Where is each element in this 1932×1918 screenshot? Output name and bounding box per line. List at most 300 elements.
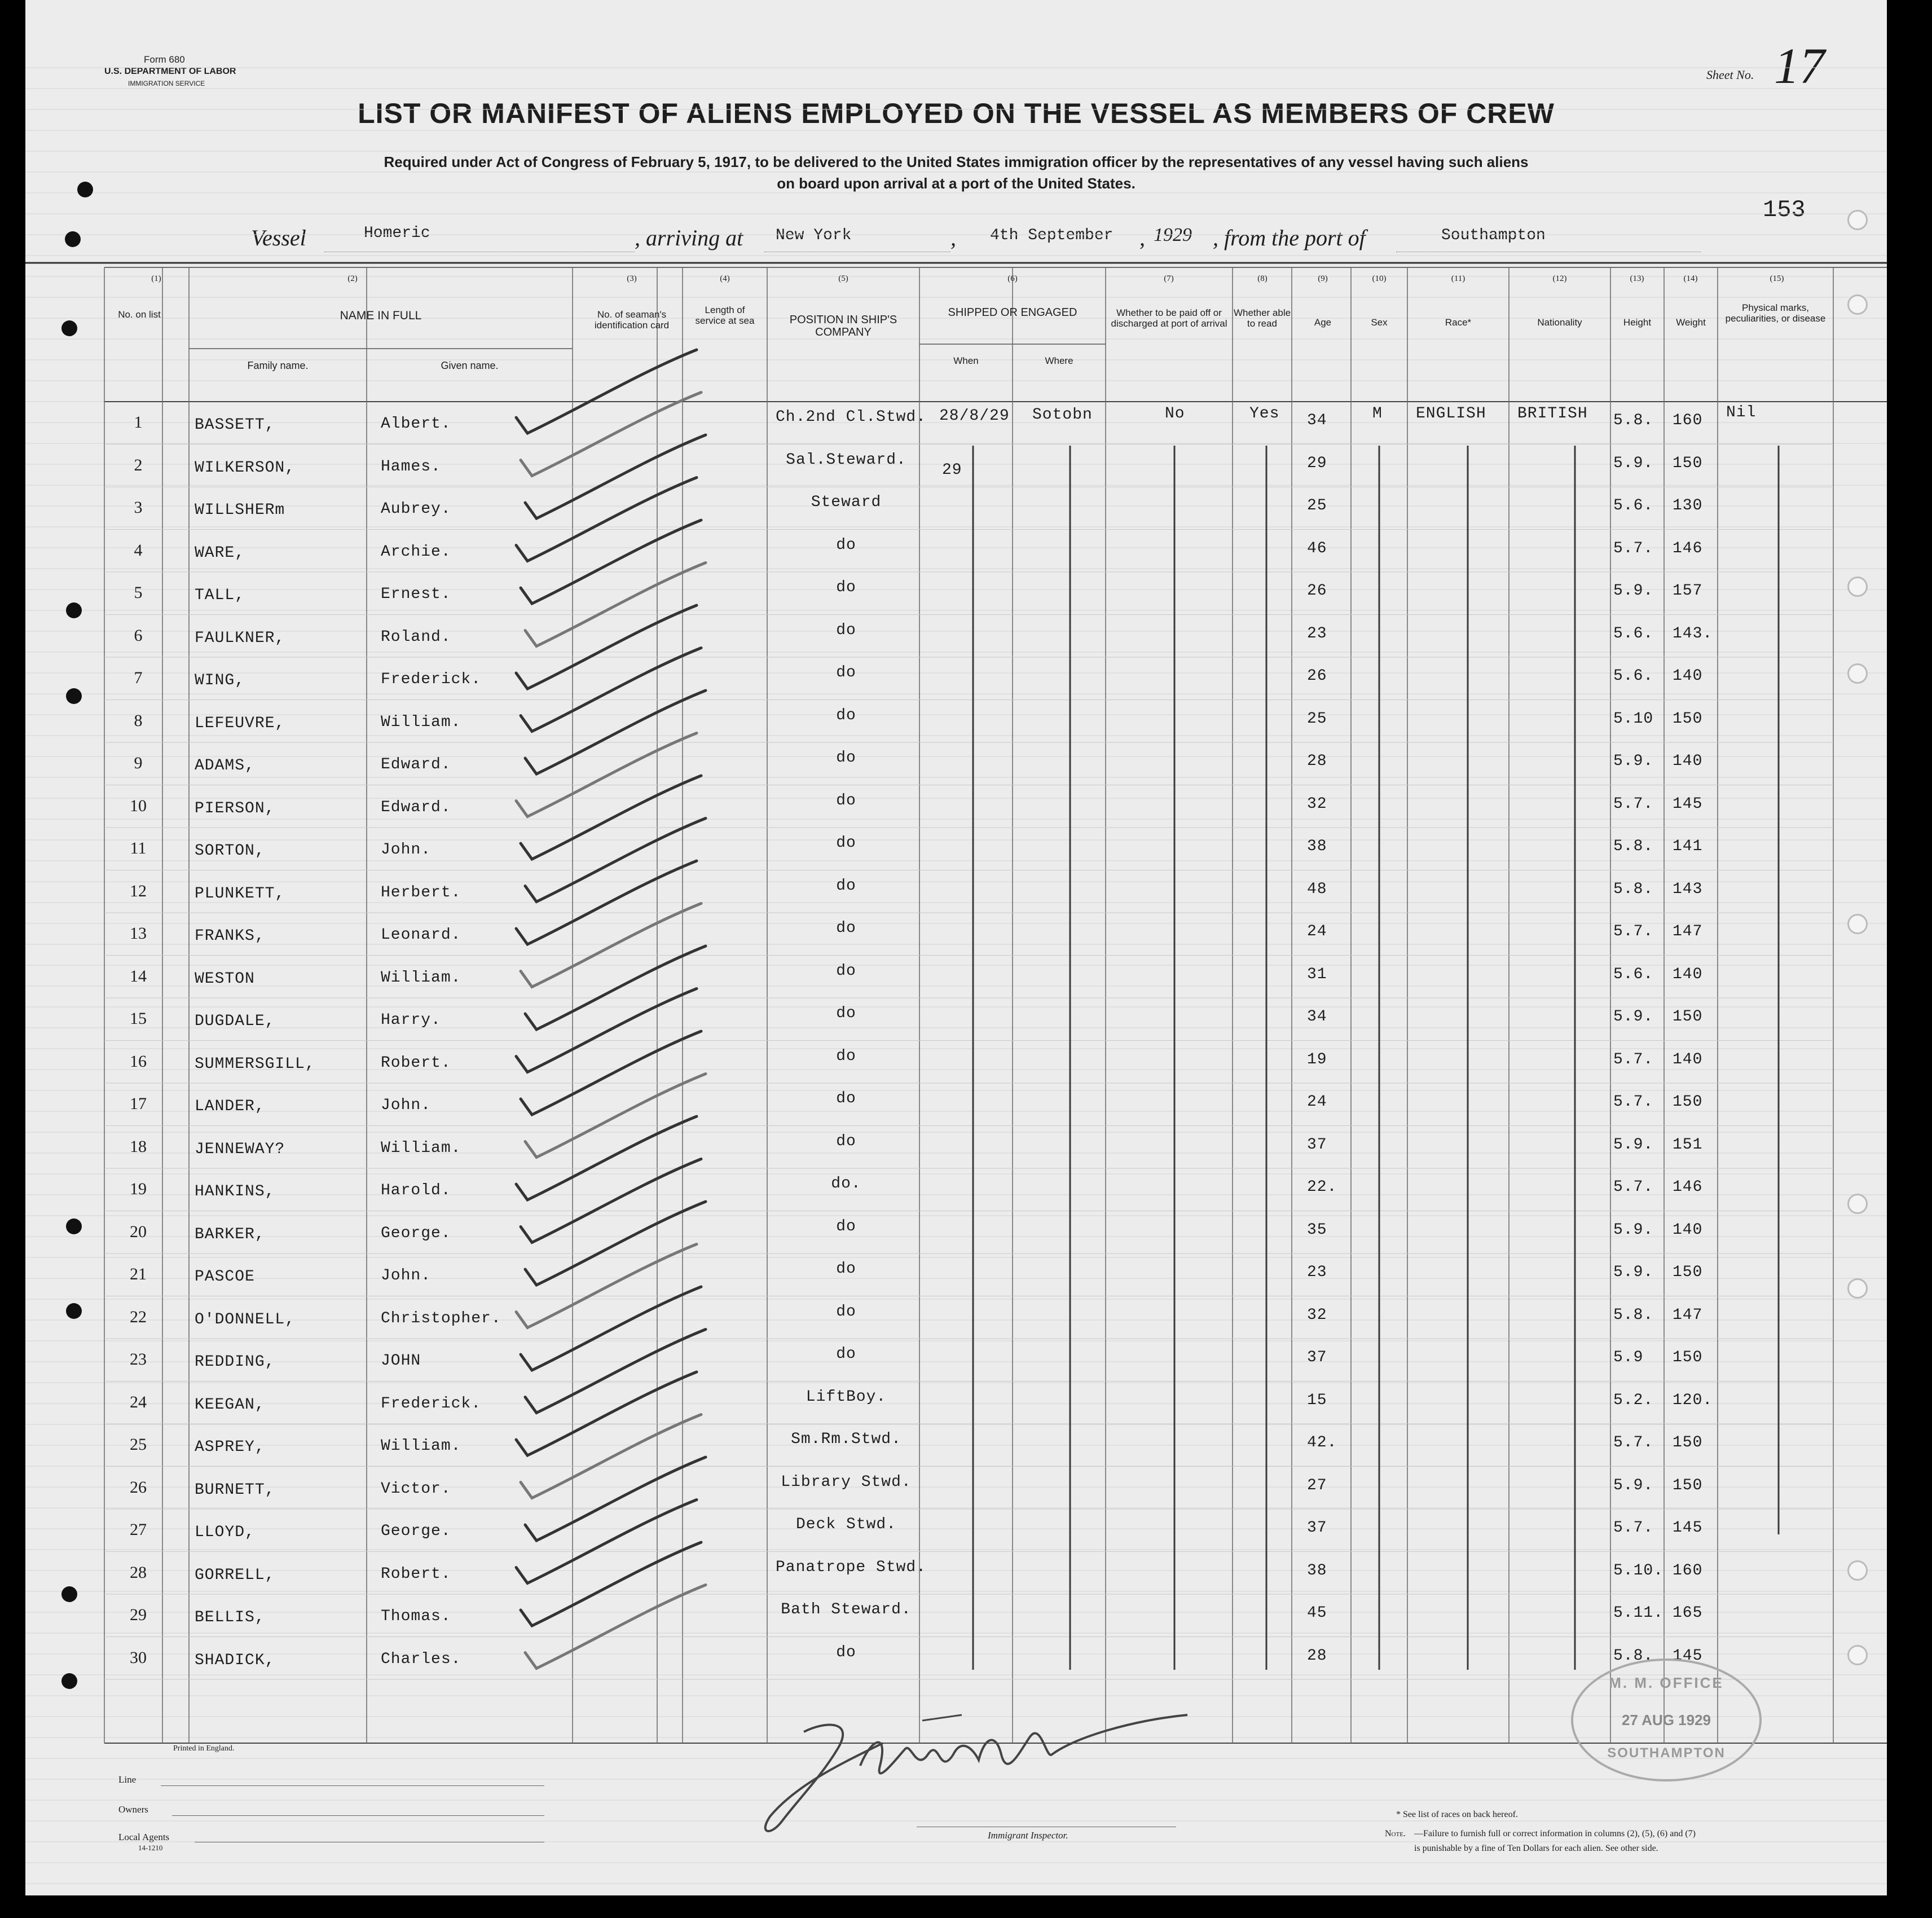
row-1-paid-off: No	[1165, 405, 1185, 423]
height: 5.9.	[1613, 1136, 1654, 1154]
position: Bath Steward.	[781, 1601, 912, 1618]
row-number: 9	[134, 754, 143, 772]
column-number: (14)	[1683, 274, 1698, 283]
ring-hole-icon	[1847, 663, 1868, 684]
ring-hole-icon	[1847, 1560, 1868, 1581]
column-number: (2)	[347, 274, 358, 283]
handwritten-marks	[25, 0, 1887, 1895]
height: 5.7.	[1613, 1093, 1654, 1111]
age: 24	[1307, 923, 1327, 940]
weight: 140	[1673, 667, 1703, 685]
punch-hole-icon	[66, 688, 82, 704]
family-name: WESTON	[195, 970, 255, 988]
row-number: 19	[130, 1180, 147, 1198]
position: Steward	[811, 494, 882, 511]
header-no-on-list: No. on list	[118, 309, 161, 320]
position: Library Stwd.	[781, 1473, 912, 1491]
height: 5.9.	[1613, 1476, 1654, 1494]
row-number: 28	[130, 1563, 147, 1582]
age: 38	[1307, 838, 1327, 855]
family-name: TALL,	[195, 587, 245, 604]
weight: 160	[1673, 412, 1703, 429]
height: 5.7.	[1613, 539, 1654, 557]
row-1-able-read: Yes	[1249, 405, 1280, 423]
row-number: 14	[130, 966, 147, 986]
row-1-sex: M	[1372, 405, 1383, 423]
given-name: Hames.	[381, 457, 441, 476]
family-name: DUGDALE,	[195, 1013, 275, 1030]
position: do	[836, 920, 856, 937]
sheet-number: 17	[1774, 38, 1825, 94]
header-id-card: No. of seaman's identification card	[594, 309, 670, 331]
position: do	[836, 664, 856, 681]
arrival-year: 1929	[1154, 225, 1192, 245]
column-number: (10)	[1372, 274, 1387, 283]
position: do	[836, 791, 856, 810]
given-name: Harry.	[381, 1011, 441, 1029]
family-name: ADAMS,	[195, 757, 255, 775]
given-name: Aubrey.	[381, 500, 451, 518]
age: 31	[1307, 965, 1327, 983]
row-number: 11	[130, 839, 147, 857]
header-where: Where	[1045, 355, 1073, 366]
ring-hole-icon	[1847, 914, 1868, 934]
punch-hole-icon	[77, 182, 93, 197]
row-number: 23	[130, 1350, 147, 1369]
age: 15	[1307, 1391, 1327, 1409]
family-name: KEEGAN,	[195, 1396, 265, 1414]
given-name: John.	[381, 1267, 432, 1284]
height: 5.6.	[1613, 497, 1654, 514]
weight: 140	[1673, 753, 1703, 770]
header-weight: Weight	[1676, 317, 1706, 328]
sheet-label: Sheet No.	[1706, 68, 1754, 82]
punch-hole-icon	[66, 602, 82, 618]
height: 5.9.	[1613, 1221, 1654, 1239]
family-name: FRANKS,	[195, 927, 265, 945]
age: 32	[1307, 1306, 1327, 1324]
row-number: 2	[134, 455, 143, 474]
form-number: Form 680	[144, 54, 185, 65]
arriving-label: , arriving at	[635, 225, 743, 250]
row-number: 6	[134, 626, 143, 645]
column-number: (3)	[627, 274, 637, 283]
given-name: Charles.	[381, 1650, 461, 1668]
given-name: Edward.	[381, 756, 451, 773]
footer-agents-label: Local Agents	[118, 1832, 170, 1842]
height: 5.8.	[1613, 1647, 1654, 1665]
family-name: BURNETT,	[195, 1481, 275, 1499]
position: Sm.Rm.Stwd.	[791, 1431, 901, 1448]
age: 34	[1307, 1008, 1327, 1026]
column-number: (12)	[1552, 274, 1567, 283]
given-name: George.	[381, 1523, 451, 1540]
age: 29	[1307, 454, 1327, 472]
arrival-date: 4th September	[990, 227, 1114, 244]
weight: 150	[1673, 1434, 1703, 1451]
arrival-port: New York	[776, 227, 852, 244]
manifest-page: Form 680 U.S. DEPARTMENT OF LABOR IMMIGRATION SERVICE Sheet No. 17 LIST OR MANIFEST OF ALIENS EMPLOYED ON THE VESSEL AS MEMBERS OF CREW Required under Act of Congress of February 5, 1917, to be delivered to the United States immigration officer by the representatives of any vessel having such aliens on board upon arrival at a port of the United States. 153 Vessel Homeric , arriving at New York , 4th September , 1929 , from the port of Southampton (1) (2) (3) (4) (5) (6) (7) (8) (9) (10) (11) (12) (13) (14) (15) No. on list NAME IN FULL Family name. Given name. No. of seaman's identification card Length of service at sea POSITION IN SHIP'S COMPANY SHIPPED OR ENGAGED When Where Whether to be paid off or discharged at port of arrival Whether able to read Age Sex Race* Nationality Height Weight Physical marks, peculiarities, or disease 28/8/29 29 Sotobn No Yes M ENGLISH BRITISH Nil 1 BASSETT, Albert. Ch.2nd Cl.Stwd. 34 5.8. 160 2 WILKERSON, Hames. Sal.Steward. 29 5.9. 150 3 WILLSHERm Aubrey. Steward 25 5.6. 130 4 WARE, Archie. do 46 5.7. 146 5 TALL, Ernest. do 26 5.9. 157 6 FAULKNER, Roland. do 23 5.6. 143. 7 WING, Frederick. do 26 5.6. 140 8 LEFEUVRE, William. do 25 5.10 150 9 ADAMS, Edward. do 28 5.9. 140 10 PIERSON, Edward. do 32 5.7. 145 11 SORTON, John. do 38 5.8. 141 12 PLUNKETT, Herbert. do 48 5.8. 143 13 FRANKS, Leonard. do 24 5.7. 147 14 WESTON William. do 31 5.6. 140 15 DUGDALE, Harry. do 34 5.9. 150 16 SUMMERSGILL, Robert. do 19 5.7. 140 17 LANDER, John. do 24 5.7. 150 18 JENNEWAY? William. do 37 5.9. 151 19 HANKINS, Harold. do. 22. 5.7. 146 20 BARKER, George. do 35 5.9. 140 21 PASCOE John. do 23 5.9. 150 22 O'DONNELL, Christopher. do 32 5.8. 147 23 REDDING, JOHN do 37 5.9 150 24 KEEGAN, Frederick. LiftBoy. 15 5.2. 120. 25 ASPREY, William. Sm.Rm.Stwd. 42. 5.7. 150 26 BURNETT, Victor. Library Stwd. 27 5.9. 150 27 LLOYD, George. Deck Stwd. 37 5.7. 145 28 GORRELL, Robert. Panatrope Stwd. 38 5.10. 160 29 BELLIS, Thomas. Bath Steward. 45 5.11. 165 30 SHADICK, Charles. do 28 5.8. 145 M. M. OFFICE 27 AUG 1929 SOUTHAMPTON Printed in England. Line Owners Local Agents 14-1210 Immigrant Inspector. * See list of races on back hereof. Note. —Failure to furnish full or correct information in columns (2), (5), (6) and (7) is punishable by a fine of Ten Dollars for each alien. See other side.	[25, 0, 1887, 1895]
height: 5.9.	[1613, 1264, 1654, 1281]
family-name: WING,	[195, 672, 245, 689]
weight: 145	[1673, 1647, 1703, 1665]
column-number: (6)	[1007, 274, 1018, 283]
given-name: William.	[381, 969, 461, 987]
inspector-signature-icon	[736, 1698, 1199, 1845]
row-number: 17	[130, 1094, 147, 1113]
row-number: 7	[134, 668, 143, 687]
header-name-in-full: NAME IN FULL	[340, 309, 422, 322]
header-paid-off: Whether to be paid off or discharged at port of arrival	[1111, 307, 1227, 329]
page-number: 153	[1763, 196, 1806, 223]
ring-hole-icon	[1847, 294, 1868, 315]
stamp-top: M. M. OFFICE	[1609, 1674, 1724, 1691]
header-given-name: Given name.	[441, 360, 499, 371]
given-name: Albert.	[381, 415, 451, 433]
age: 23	[1307, 624, 1327, 643]
position: Deck Stwd.	[795, 1516, 897, 1533]
position: do	[836, 1005, 856, 1022]
age: 38	[1307, 1561, 1327, 1580]
note-line-2: is punishable by a fine of Ten Dollars for each alien. See other side.	[1414, 1844, 1658, 1853]
weight: 145	[1673, 795, 1703, 813]
column-number: (13)	[1630, 274, 1644, 283]
age: 34	[1307, 412, 1327, 429]
from-label: , from the port of	[1213, 225, 1366, 250]
row-number: 10	[130, 796, 147, 815]
family-name: HANKINS,	[195, 1183, 275, 1200]
height: 5.8.	[1613, 1306, 1654, 1324]
weight: 165	[1673, 1604, 1703, 1622]
column-number: (15)	[1770, 274, 1784, 283]
position: do	[836, 1217, 856, 1235]
family-name: SUMMERSGILL,	[195, 1055, 315, 1073]
family-name: SORTON,	[195, 842, 265, 860]
family-name: FAULKNER,	[195, 629, 285, 647]
height: 5.9.	[1613, 454, 1654, 472]
row-number: 16	[130, 1052, 147, 1071]
position: do	[836, 1090, 856, 1107]
height: 5.7.	[1613, 923, 1654, 940]
row-number: 15	[130, 1009, 147, 1028]
height: 5.10.	[1613, 1561, 1664, 1580]
family-name: PIERSON,	[195, 799, 275, 817]
weight: 150	[1673, 1476, 1703, 1494]
height: 5.8.	[1613, 838, 1654, 855]
row-number: 8	[134, 711, 143, 730]
position: do	[836, 1260, 856, 1278]
height: 5.2.	[1613, 1391, 1654, 1409]
age: 37	[1307, 1136, 1327, 1154]
family-name: JENNEWAY?	[195, 1140, 285, 1158]
given-name: Thomas.	[381, 1608, 451, 1625]
row-number: 4	[134, 540, 143, 560]
family-name: WARE,	[195, 544, 245, 562]
position: do	[836, 1345, 856, 1363]
row-number: 25	[130, 1435, 147, 1454]
column-number: (7)	[1164, 274, 1174, 283]
position: LiftBoy.	[806, 1388, 887, 1406]
height: 5.9	[1613, 1349, 1644, 1366]
family-name: WILKERSON,	[195, 459, 296, 477]
row-number: 20	[130, 1222, 147, 1241]
family-name: BASSETT,	[195, 416, 275, 434]
weight: 143.	[1673, 624, 1713, 643]
family-name: BARKER,	[195, 1225, 265, 1243]
family-name: O'DONNELL,	[195, 1310, 296, 1328]
header-physical: Physical marks, peculiarities, or disease	[1725, 302, 1826, 324]
age: 25	[1307, 710, 1327, 728]
age: 32	[1307, 795, 1327, 813]
weight: 120.	[1673, 1391, 1713, 1409]
row-1-when: 28/8/29	[939, 407, 1010, 425]
column-number: (8)	[1257, 274, 1268, 283]
given-name: William.	[381, 1139, 461, 1157]
row-1-race: ENGLISH	[1416, 405, 1486, 423]
age: 19	[1307, 1050, 1327, 1068]
row-1-physical: Nil	[1726, 404, 1757, 421]
footer-form-code: 14-1210	[138, 1844, 163, 1852]
row-number: 1	[134, 413, 143, 432]
footer-line-label: Line	[118, 1774, 137, 1785]
age: 35	[1307, 1221, 1327, 1239]
age: 27	[1307, 1476, 1327, 1494]
family-name: LLOYD,	[195, 1524, 255, 1541]
header-position: POSITION IN SHIP'S COMPANY	[789, 314, 897, 338]
footer-owners-label: Owners	[118, 1804, 148, 1815]
service: IMMIGRATION SERVICE	[128, 80, 205, 87]
row-number: 27	[130, 1520, 147, 1539]
given-name: Frederick.	[381, 1394, 482, 1413]
family-name: LEFEUVRE,	[195, 714, 285, 732]
punch-hole-icon	[61, 1673, 77, 1689]
age: 26	[1307, 582, 1327, 600]
height: 5.9.	[1613, 582, 1654, 600]
family-name: LANDER,	[195, 1098, 265, 1115]
header-able-read: Whether able to read	[1233, 307, 1291, 329]
position: Ch.2nd Cl.Stwd.	[776, 408, 927, 426]
position: do	[836, 962, 856, 980]
position: do	[836, 1303, 856, 1321]
age: 25	[1307, 497, 1327, 514]
height: 5.9.	[1613, 753, 1654, 770]
row-1-where: Sotobn	[1032, 406, 1093, 424]
position: do	[836, 621, 856, 639]
given-name: Roland.	[381, 628, 451, 646]
given-name: William.	[381, 713, 461, 731]
note-label: Note.	[1385, 1829, 1406, 1838]
race-note: * See list of races on back hereof.	[1396, 1810, 1518, 1819]
age: 37	[1307, 1519, 1327, 1537]
given-name: Archie.	[381, 543, 451, 561]
given-name: Frederick.	[381, 671, 482, 688]
position: do	[836, 749, 856, 767]
position: do	[836, 536, 856, 554]
height: 5.6.	[1613, 624, 1654, 643]
printed-note: Printed in England.	[173, 1744, 235, 1753]
ring-hole-icon	[1847, 1278, 1868, 1299]
age: 42.	[1307, 1434, 1337, 1451]
age: 45	[1307, 1604, 1327, 1622]
position: Panatrope Stwd.	[776, 1558, 927, 1576]
age: 28	[1307, 753, 1327, 770]
height: 5.9.	[1613, 1008, 1654, 1026]
weight: 147	[1673, 1306, 1703, 1324]
inspector-label: Immigrant Inspector.	[988, 1830, 1068, 1841]
row-2-when: 29	[942, 461, 962, 479]
height: 5.7.	[1613, 1050, 1654, 1068]
height: 5.11.	[1613, 1604, 1664, 1622]
stamp-date: 27 AUG 1929	[1621, 1712, 1711, 1728]
weight: 140	[1673, 965, 1703, 983]
position: do	[836, 1132, 856, 1150]
column-number: (5)	[838, 274, 848, 283]
given-name: Robert.	[381, 1565, 451, 1583]
header-length-service: Length of service at sea	[695, 305, 755, 326]
weight: 141	[1673, 838, 1703, 855]
height: 5.7.	[1613, 1434, 1654, 1451]
row-number: 3	[134, 498, 143, 517]
given-name: John.	[381, 1097, 432, 1114]
ring-hole-icon	[1847, 577, 1868, 597]
given-name: Edward.	[381, 798, 451, 816]
header-family-name: Family name.	[247, 360, 309, 371]
row-number: 26	[130, 1477, 147, 1497]
punch-hole-icon	[66, 1218, 82, 1234]
weight: 150	[1673, 1093, 1703, 1111]
weight: 145	[1673, 1519, 1703, 1537]
row-number: 18	[130, 1137, 147, 1156]
header-shipped: SHIPPED OR ENGAGED	[948, 306, 1077, 319]
position: do	[836, 1643, 856, 1661]
height: 5.7.	[1613, 1178, 1654, 1196]
weight: 150	[1673, 1349, 1703, 1366]
position: do	[836, 1047, 856, 1065]
row-number: 12	[130, 881, 147, 900]
row-number: 13	[130, 924, 147, 943]
weight: 130	[1673, 497, 1703, 514]
family-name: WILLSHERm	[195, 502, 285, 519]
height: 5.6.	[1613, 965, 1654, 983]
given-name: Herbert.	[381, 883, 461, 901]
age: 26	[1307, 667, 1327, 685]
header-nationality: Nationality	[1537, 317, 1582, 328]
row-number: 29	[130, 1605, 147, 1624]
row-number: 21	[130, 1265, 147, 1283]
office-stamp	[1571, 1659, 1762, 1781]
family-name: SHADICK,	[195, 1651, 275, 1669]
height: 5.7.	[1613, 1519, 1654, 1537]
weight: 150	[1673, 1008, 1703, 1026]
given-name: Leonard.	[381, 926, 461, 944]
age: 22.	[1307, 1178, 1337, 1196]
given-name: Christopher.	[381, 1309, 501, 1327]
punch-hole-icon	[66, 1303, 82, 1319]
family-name: PLUNKETT,	[195, 885, 285, 903]
age: 24	[1307, 1093, 1327, 1111]
header-race: Race*	[1445, 317, 1472, 328]
column-number: (4)	[720, 274, 730, 283]
weight: 160	[1673, 1561, 1703, 1580]
position: do.	[831, 1175, 861, 1193]
weight: 150	[1673, 1264, 1703, 1281]
column-number: (9)	[1318, 274, 1328, 283]
stamp-bottom: SOUTHAMPTON	[1607, 1745, 1726, 1761]
weight: 157	[1673, 582, 1703, 600]
punch-hole-icon	[61, 1586, 77, 1602]
weight: 143	[1673, 880, 1703, 898]
ring-hole-icon	[1847, 210, 1868, 230]
height: 5.10	[1613, 710, 1654, 728]
height: 5.8.	[1613, 880, 1654, 898]
row-number: 22	[130, 1307, 147, 1326]
position: do	[836, 877, 856, 895]
given-name: John.	[381, 841, 432, 859]
column-number: (11)	[1451, 274, 1465, 283]
ring-hole-icon	[1847, 1194, 1868, 1214]
department: U.S. DEPARTMENT OF LABOR	[104, 67, 236, 76]
header-height: Height	[1623, 317, 1652, 328]
height: 5.7.	[1613, 795, 1654, 813]
header-age: Age	[1314, 317, 1332, 328]
family-name: BELLIS,	[195, 1609, 265, 1626]
header-when: When	[953, 355, 979, 366]
column-number: (1)	[151, 274, 161, 283]
row-number: 30	[130, 1648, 147, 1667]
given-name: Victor.	[381, 1480, 451, 1498]
given-name: William.	[381, 1437, 461, 1455]
header-sex: Sex	[1371, 317, 1388, 328]
position: do	[836, 834, 856, 852]
age: 28	[1307, 1647, 1327, 1665]
age: 37	[1307, 1349, 1327, 1366]
from-port: Southampton	[1441, 227, 1546, 244]
height: 5.8.	[1613, 412, 1654, 429]
punch-hole-icon	[61, 320, 77, 336]
family-name: REDDING,	[195, 1353, 275, 1371]
weight: 150	[1673, 710, 1703, 728]
weight: 151	[1673, 1136, 1703, 1154]
height: 5.6.	[1613, 667, 1654, 685]
punch-hole-icon	[65, 231, 81, 247]
subtitle-line-2: on board upon arrival at a port of the United States.	[777, 175, 1136, 192]
ring-hole-icon	[1847, 1645, 1868, 1665]
family-name: PASCOE	[195, 1268, 255, 1286]
row-number: 5	[134, 583, 143, 602]
age: 48	[1307, 880, 1327, 898]
subtitle-line-1: Required under Act of Congress of February 5, 1917, to be delivered to the United States immigration officer by the representatives of any vessel having such aliens	[384, 153, 1529, 170]
family-name: GORRELL,	[195, 1566, 275, 1584]
page-title: LIST OR MANIFEST OF ALIENS EMPLOYED ON THE VESSEL AS MEMBERS OF CREW	[358, 98, 1555, 129]
weight: 146	[1673, 1178, 1703, 1196]
given-name: Harold.	[381, 1182, 451, 1199]
weight: 140	[1673, 1221, 1703, 1239]
family-name: ASPREY,	[195, 1438, 265, 1456]
age: 23	[1307, 1264, 1327, 1281]
position: Sal.Steward.	[786, 451, 906, 469]
note-line-1: —Failure to furnish full or correct information in columns (2), (5), (6) and (7)	[1414, 1829, 1696, 1838]
given-name: Ernest.	[381, 586, 451, 603]
row-1-nationality: BRITISH	[1517, 405, 1588, 423]
vessel-name: Homeric	[364, 225, 430, 242]
weight: 147	[1673, 923, 1703, 940]
position: do	[836, 579, 856, 596]
position: do	[836, 706, 856, 724]
given-name: George.	[381, 1224, 451, 1242]
vessel-label: Vessel	[251, 225, 306, 250]
given-name: Robert.	[381, 1054, 451, 1072]
weight: 140	[1673, 1050, 1703, 1068]
